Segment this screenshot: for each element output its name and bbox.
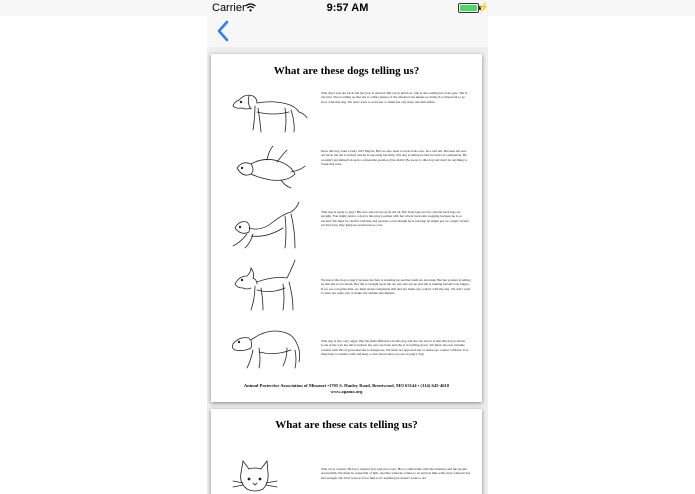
fearful-dog-illustration bbox=[221, 322, 311, 378]
play-bow-dog-illustration bbox=[221, 198, 311, 254]
dog-description-3: This dog is ready to play! His ears and tail are up in the air. His front legs are low and his back legs are straight. You might notice a dog in this play position with her whole back side wagging because he is so excited. We must be careful with this dog because, even though he is playing, he might get too rough. Overly excited dogs may jump up and knock us over. bbox=[321, 210, 469, 227]
dog-description-2: Does this dog want a belly rub? Maybe. But we also need to look at his ears, face and tail. Because his ears are back, his tail is tucked and he is exposing his belly, this dog is telling us that he trusts us completely. He wouldn't put himself in such a vulnerable position if he didn't! Be sweet to this dog and don't do anything to break that trust. bbox=[321, 149, 468, 166]
angry-dog-illustration bbox=[221, 258, 311, 314]
page-footer bbox=[211, 383, 482, 395]
status-bar bbox=[0, 0, 695, 16]
rolling-dog-illustration bbox=[221, 140, 311, 196]
battery-level bbox=[460, 5, 477, 11]
cat-description-1: This cat is content. He has a relaxed face and erect ears. He is comfortable with the situation and the people around him. We must be respectful of him, just like when he comes to us and lets him walk away when he has had enough. We don't want to force him to do anything he doesn't want to do! bbox=[321, 467, 471, 480]
chevron-left-icon bbox=[213, 19, 235, 43]
document-viewer[interactable] bbox=[207, 47, 488, 494]
footer-address: Animal Protective Association of Missouri •1705 S. Hanley Road, Brentwood, MO 63144 • (314) 645-4610 bbox=[243, 383, 450, 388]
cat-illustration bbox=[221, 449, 311, 494]
relaxed-dog-illustration bbox=[221, 82, 311, 138]
footer-website: www.apamo.org bbox=[330, 389, 363, 394]
dog-description-4: We know this dog is angry because her hair is standing up and her teeth are showing. But her posture is telling us that she is not afraid. Her tail is straight up in the air, her ears are up and she is making herself look bigger. If we see a dog like this, we must stand completely still and not make eye contact with the dog. We don't want to raise our arms, run or make any sudden movements. bbox=[321, 278, 471, 295]
charging-icon: ⚡ bbox=[478, 2, 490, 12]
navigation-bar bbox=[207, 16, 488, 48]
document-page-1 bbox=[211, 54, 482, 402]
dog-description-5: This dog is also very angry. But the main difference in this dog and the one above is that this dog is afraid. Look at the way her tail is tucked, her ears are back and she is crouching down. We must also use extreme caution with this dog because she is dangerous. We must not approach her or make eye contact with her. It is important to remain calm and keep a clear head when you see an angry dog! bbox=[321, 339, 469, 356]
carrier-label: Carrier bbox=[212, 2, 246, 14]
page-title: What are these dogs telling us? bbox=[273, 65, 420, 77]
document-page-2 bbox=[211, 409, 482, 494]
back-button[interactable] bbox=[213, 19, 235, 43]
page-title: What are these cats telling us? bbox=[275, 419, 418, 431]
battery-icon bbox=[458, 3, 479, 13]
dog-description-1: This dog's ears are back and her face is relaxed. Her tail is held low. She is also raising her front paw. She is not hurt. She is telling us that she is a little unsure of the situation but means no harm. It is important to go slow with this dog. We don't want to scare her or make her any more uncomfortable. bbox=[321, 91, 468, 104]
status-time: 9:57 AM bbox=[326, 2, 369, 14]
